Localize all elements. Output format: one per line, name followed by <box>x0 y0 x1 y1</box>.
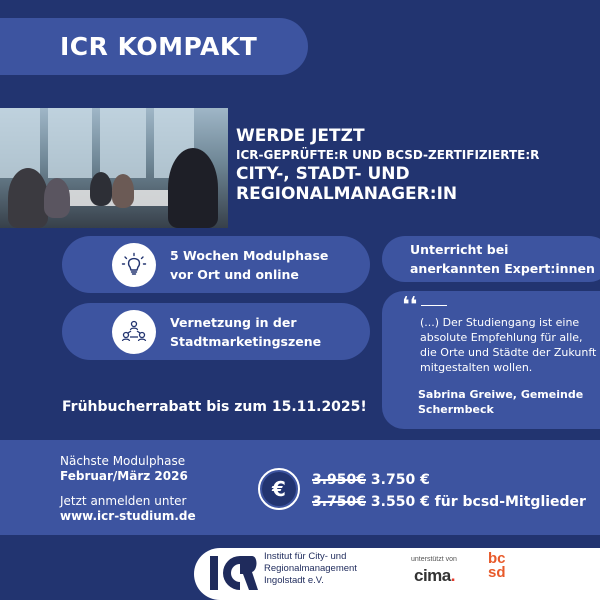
lightbulb-icon <box>112 243 156 287</box>
cima-logo-dot: . <box>450 566 455 585</box>
cima-logo <box>414 566 455 586</box>
price-member-new: 3.550 € für bcsd-Mitglieder <box>370 494 586 510</box>
testimonial-card <box>382 291 600 429</box>
price-member <box>312 491 586 513</box>
bcsd-logo-top: bc <box>488 550 506 567</box>
feature-module-line-1: 5 Wochen Modulphase <box>170 247 329 263</box>
seminar-photo <box>0 108 228 228</box>
next-phase-info <box>60 454 196 524</box>
testimonial-author <box>418 387 600 417</box>
price-list <box>312 469 586 513</box>
feature-networking-line-1: Vernetzung in der <box>170 314 297 330</box>
feature-experts <box>382 236 600 282</box>
early-bird-notice: Frühbucherrabatt bis zum 15.11.2025! <box>62 399 367 415</box>
feature-networking <box>62 303 370 360</box>
testimonial-author-line-2: Schermbeck <box>418 403 494 416</box>
page-title: ICR KOMPAKT <box>60 32 258 61</box>
title-banner <box>0 18 308 75</box>
network-people-icon <box>112 310 156 354</box>
institute-line-2: Regionalmanagement <box>264 563 357 574</box>
feature-module-line-2: vor Ort und online <box>170 266 299 282</box>
testimonial-author-line-1: Sabrina Greiwe, Gemeinde <box>418 388 584 401</box>
feature-module-phase <box>62 236 370 293</box>
institute-line-1: Institut für City- und <box>264 551 347 562</box>
euro-symbol: € <box>262 472 296 506</box>
testimonial-text: (...) Der Studiengang ist eine absolute Empfehlung für alle, die Orte und Städte der Zukunft mitgestalten wollen. <box>420 316 597 374</box>
headline <box>236 126 596 204</box>
euro-icon <box>258 468 300 510</box>
cima-logo-text: cima <box>414 566 451 585</box>
quote-mark: ❛❛ <box>402 293 418 318</box>
feature-experts-line-1: Unterricht bei <box>410 242 509 257</box>
institute-name <box>264 551 357 587</box>
register-label: Jetzt anmelden unter <box>60 494 187 508</box>
bcsd-logo-bottom: sd <box>488 564 506 581</box>
institute-line-3: Ingolstadt e.V. <box>264 575 324 586</box>
price-member-old: 3.750€ <box>312 494 367 510</box>
register-link[interactable]: www.icr-studium.de <box>60 509 196 523</box>
feature-networking-line-2: Stadtmarketingszene <box>170 333 322 349</box>
supported-by-label: unterstützt von <box>411 556 457 563</box>
price-regular-new: 3.750 € <box>370 472 430 488</box>
next-phase-label: Nächste Modulphase <box>60 454 186 468</box>
feature-experts-line-2: anerkannten Expert:innen <box>410 261 595 276</box>
bcsd-logo <box>488 552 506 580</box>
icr-logo <box>210 554 258 592</box>
headline-line-4: REGIONALMANAGER:IN <box>236 184 458 204</box>
price-regular <box>312 469 586 491</box>
price-regular-old: 3.950€ <box>312 472 367 488</box>
headline-line-3: CITY-, STADT- UND <box>236 164 410 184</box>
quote-icon <box>402 293 600 318</box>
next-phase-date: Februar/März 2026 <box>60 469 188 483</box>
headline-line-2: ICR-GEPRÜFTE:R UND BCSD-ZERTIFIZIERTE:R <box>236 148 540 162</box>
headline-line-1: WERDE JETZT <box>236 126 365 146</box>
